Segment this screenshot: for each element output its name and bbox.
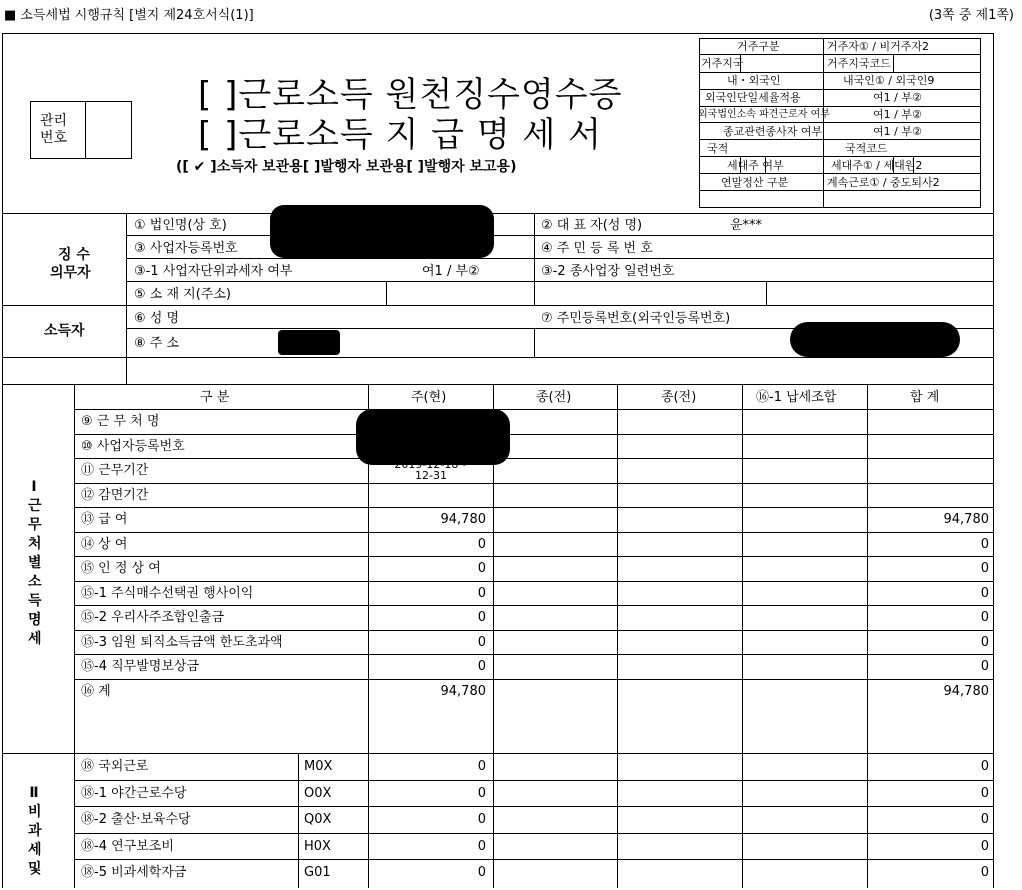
current-amount: 0: [477, 585, 486, 601]
total-amount: 0: [980, 812, 989, 827]
section1-label-char: 명: [28, 612, 42, 628]
section2-label-char: 비: [28, 804, 42, 820]
current-amount: 0: [477, 812, 486, 827]
foreign-flat-rate-value: 여1 / 부②: [873, 91, 922, 104]
residency-value: 거주자① / 비거주자2: [827, 40, 929, 53]
earner-resident-no-label: ⑦ 주민등록번호(외국인등록번호): [541, 311, 731, 326]
row-divider: [74, 581, 994, 582]
row-divider: [74, 859, 994, 860]
row-divider: [74, 679, 994, 680]
section1-label-char: 세: [28, 631, 42, 647]
left-border: [2, 33, 3, 888]
redacted-workplace-info: [356, 409, 510, 465]
form-title-statement: [ ]근로소득 지 급 명 세 서: [198, 115, 602, 155]
row-label: ⑫ 감면기간: [81, 487, 149, 503]
row-label: ⑪ 근무기간: [81, 463, 149, 478]
total-amount: 0: [980, 659, 989, 674]
section2-label-char: 및: [28, 861, 42, 877]
nationality-code-label: 국적코드: [845, 142, 888, 155]
section1-label-char: Ⅰ: [31, 479, 37, 495]
residence-country-label: 거주지국: [701, 57, 744, 70]
mgmt-label-1: 관리: [40, 113, 68, 129]
section2-label-char: 과: [28, 823, 42, 839]
current-amount: 94,780: [440, 683, 486, 699]
row-label: ⑮-2 우리사주조합인출금: [81, 610, 225, 625]
top-border: [2, 33, 994, 34]
page-indicator: (3쪽 중 제1쪽): [928, 8, 1014, 23]
row-label: ⑩ 사업자등록번호: [81, 438, 185, 454]
withholder-address-label: ⑤ 소 재 지(주소): [134, 287, 231, 302]
total-amount: 94,780: [943, 683, 989, 699]
row-code: G01: [304, 865, 331, 880]
current-amount: 0: [477, 634, 486, 650]
household-head-label: 세대주 여부: [727, 159, 784, 172]
row-label: ⑮-4 직무발명보상금: [81, 659, 200, 674]
corp-name-label: ① 법인명(상 호): [134, 218, 227, 233]
row-label: ⑮-3 임원 퇴직소득금액 한도초과액: [81, 634, 283, 650]
row-label: ⑱-4 연구보조비: [81, 838, 174, 854]
mgmt-label-2: 번호: [40, 130, 68, 146]
earner-section-label: 소득자: [44, 323, 85, 339]
work-period-value: 2019-12-18~ 12-31: [394, 458, 468, 482]
total-amount: 0: [980, 634, 989, 650]
form-title-receipt: [ ]근로소득 원천징수영수증: [198, 75, 623, 115]
form-reference: ■ 소득세법 시행규칙 [별지 제24호서식(1)]: [4, 8, 254, 23]
total-amount: 0: [980, 838, 989, 854]
row-label: ⑮-1 주식매수선택권 행사이익: [81, 585, 254, 601]
earner-name-label: ⑥ 성 명: [134, 311, 180, 326]
nationality-label: 국적: [707, 142, 729, 155]
col-header-current: 주(현): [411, 390, 447, 405]
resident-reg-no-label: ④ 주 민 등 록 번 호: [541, 241, 653, 256]
row-divider: [74, 654, 994, 655]
total-amount: 0: [980, 785, 989, 801]
representative-value: 윤***: [730, 218, 763, 233]
section1-label-char: 처: [28, 536, 42, 552]
current-amount: 0: [477, 536, 486, 552]
row-divider: [74, 630, 994, 631]
row-label: ⑨ 근 무 처 명: [81, 414, 160, 429]
residence-country-code-label: 거주지국코드: [827, 57, 891, 70]
representative-label: ② 대 표 자(성 명): [541, 218, 643, 233]
dispatched-worker-label: 외국법인소속 파견근로자 여부: [698, 109, 830, 120]
religious-worker-value: 여1 / 부②: [873, 125, 922, 138]
row-divider: [74, 605, 994, 606]
current-amount: 94,780: [440, 512, 486, 527]
row-label: ⑭ 상 여: [81, 536, 128, 552]
section1-label-char: 근: [28, 498, 42, 514]
total-amount: 0: [980, 759, 989, 774]
branch-serial-label: ③-2 종사업장 일련번호: [541, 264, 675, 279]
mgmt-divider: [85, 101, 86, 158]
row-label: ⑱-5 비과세학자금: [81, 865, 187, 880]
row-label: ⑱ 국외근로: [81, 759, 149, 774]
household-head-value: 세대주① / 세대원2: [831, 159, 923, 172]
row-divider: [74, 556, 994, 557]
right-border: [993, 33, 994, 888]
withholder-section-label-2: 의무자: [50, 265, 91, 281]
section1-label-char: 무: [28, 517, 42, 533]
nationality-type-label: 내・외국인: [727, 74, 781, 87]
row-code: O0X: [304, 785, 332, 801]
row-label: ⑱-1 야간근로수당: [81, 785, 187, 801]
col-header-tax-union: ⑯-1 납세조합: [756, 390, 837, 405]
current-amount: 0: [477, 865, 486, 880]
current-amount: 0: [477, 785, 486, 801]
redacted-earner-id: [790, 322, 960, 357]
withholder-section-label-1: 징 수: [58, 247, 90, 263]
row-divider: [74, 458, 994, 459]
settlement-type-value: 계속근로① / 중도퇴사2: [827, 176, 940, 189]
current-amount: 0: [477, 659, 486, 674]
row-divider: [74, 434, 994, 435]
row-code: Q0X: [304, 812, 332, 827]
redacted-corp-info: [270, 205, 494, 258]
unit-tax-label: ③-1 사업자단위과세자 여부: [134, 264, 293, 279]
row-divider: [74, 483, 994, 484]
current-amount: 0: [477, 759, 486, 774]
row-divider: [74, 780, 994, 781]
row-divider: [74, 507, 994, 508]
dispatched-worker-value: 여1 / 부②: [873, 108, 922, 121]
section1-label-char: 별: [28, 555, 42, 571]
foreign-flat-rate-label: 외국인단일세율적용: [705, 91, 801, 104]
total-amount: 0: [980, 865, 989, 880]
row-divider: [74, 833, 994, 834]
row-divider: [74, 532, 994, 533]
section1-label-char: 득: [28, 593, 42, 609]
current-amount: 0: [477, 610, 486, 625]
redacted-earner-name: [278, 330, 340, 355]
total-amount: 0: [980, 610, 989, 625]
settlement-type-label: 연말정산 구분: [721, 176, 789, 189]
row-label: ⑯ 계: [81, 683, 111, 699]
residency-label: 거주구분: [737, 40, 780, 53]
current-amount: 0: [477, 838, 486, 854]
row-divider: [74, 806, 994, 807]
row-label: ⑮ 인 정 상 여: [81, 561, 161, 576]
religious-worker-label: 종교관련종사자 여부: [723, 125, 823, 138]
residency-grid: [699, 38, 981, 208]
unit-tax-value: 여1 / 부②: [422, 264, 480, 279]
section2-label-char: Ⅱ: [29, 785, 39, 801]
earner-address-label: ⑧ 주 소: [134, 336, 180, 351]
total-amount: 0: [980, 585, 989, 601]
total-amount: 0: [980, 536, 989, 552]
row-code: M0X: [304, 759, 333, 774]
row-label: ⑬ 급 여: [81, 512, 128, 527]
current-amount: 0: [477, 561, 486, 576]
col-header-total: 합 계: [910, 390, 940, 405]
copy-type-line: ([ ✔ ]소득자 보관용[ ]발행자 보관용[ ]발행자 보고용): [176, 159, 517, 175]
total-amount: 94,780: [943, 512, 989, 527]
row-code: H0X: [304, 838, 331, 854]
row-label: ⑱-2 출산·보육수당: [81, 812, 191, 827]
nationality-type-value: 내국인① / 외국인9: [843, 74, 935, 87]
col-header-category: 구 분: [200, 390, 230, 405]
total-amount: 0: [980, 561, 989, 576]
col-header-previous-2: 종(전): [661, 390, 697, 405]
biz-reg-no-label: ③ 사업자등록번호: [134, 241, 238, 256]
section1-label-char: 소: [28, 574, 42, 590]
col-header-previous-1: 종(전): [536, 390, 572, 405]
section2-label-char: 세: [28, 842, 42, 858]
